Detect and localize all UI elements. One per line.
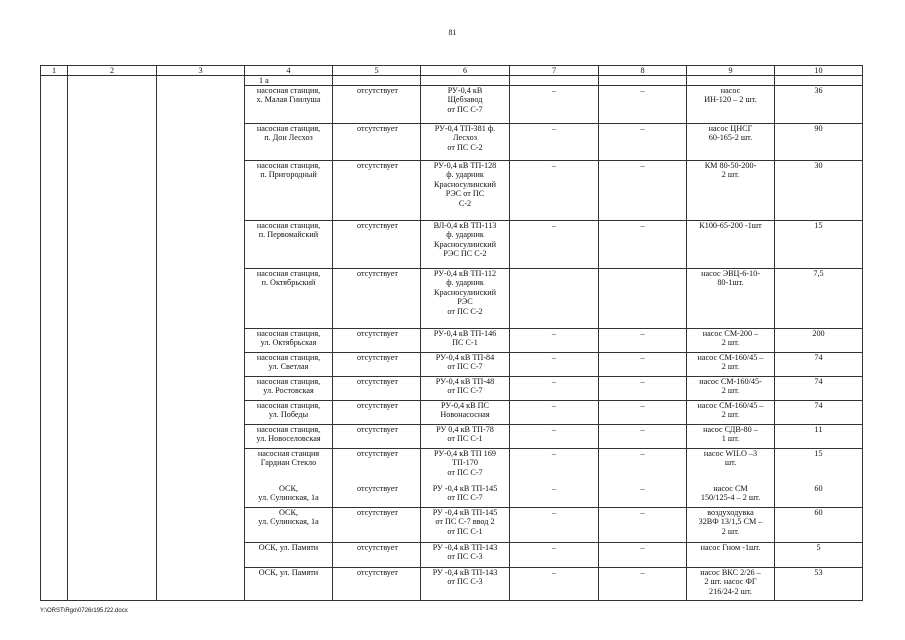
column-header-5: 5 — [333, 66, 421, 76]
capacity-value: 30 — [775, 161, 863, 221]
col8-value: – — [599, 401, 687, 425]
station-name: насосная станция, п. Первомайский — [245, 221, 333, 269]
power-source: РУ-0,4 кВ ТП 169 ТП-170 от ПС С-7 — [421, 449, 510, 485]
capacity-value: 5 — [775, 543, 863, 568]
capacity-value: 53 — [775, 568, 863, 601]
status-text: отсутствует — [333, 425, 421, 449]
pump-spec: насос Гном -1шт. — [687, 543, 775, 568]
station-name: насосная станция, п. Дон Лесхоз — [245, 124, 333, 161]
col7-value: – — [510, 377, 599, 401]
column-header-8: 8 — [599, 66, 687, 76]
pump-spec: насос СДВ-80 – 1 шт. — [687, 425, 775, 449]
capacity-value: 15 — [775, 221, 863, 269]
station-name: ОСК, ул. Памяти — [245, 568, 333, 601]
capacity-value: 60 — [775, 484, 863, 508]
status-text: отсутствует — [333, 449, 421, 485]
subheader-row — [41, 76, 863, 86]
station-name: насосная станция, п. Октябрьский — [245, 269, 333, 329]
col2-blank — [68, 76, 157, 601]
status-text: отсутствует — [333, 124, 421, 161]
col8-value: – — [599, 377, 687, 401]
col7-value: – — [510, 568, 599, 601]
status-text: отсутствует — [333, 568, 421, 601]
power-source: РУ-0,4 кВ ТП-84 от ПС С-7 — [421, 353, 510, 377]
station-name: насосная станция, ул. Ростовская — [245, 377, 333, 401]
power-source: РУ-0,4 кВ Щебзавод от ПС С-7 — [421, 86, 510, 124]
col1-blank — [41, 76, 68, 601]
col8-value: – — [599, 568, 687, 601]
pump-spec: насос СМ-160/45 – 2 шт. — [687, 353, 775, 377]
col8-value: – — [599, 484, 687, 508]
col8-value: – — [599, 124, 687, 161]
col7-value: – — [510, 161, 599, 221]
col8-value: – — [599, 543, 687, 568]
station-name: насосная станция, п. Пригородный — [245, 161, 333, 221]
station-name: насосная станция, ул. Октябрьская — [245, 329, 333, 353]
column-header-9: 9 — [687, 66, 775, 76]
status-text: отсутствует — [333, 543, 421, 568]
col8-value: – — [599, 161, 687, 221]
col7-value: – — [510, 543, 599, 568]
power-source: РУ -0,4 кВ ТП-145 от ПС С-7 — [421, 484, 510, 508]
col8-value: – — [599, 425, 687, 449]
column-header-6: 6 — [421, 66, 510, 76]
power-source: РУ-0,4 ТП-381 ф. Лесхоз от ПС С-2 — [421, 124, 510, 161]
col8-value: – — [599, 353, 687, 377]
power-source: РУ-0,4 кВ ТП-146 ПС С-1 — [421, 329, 510, 353]
status-text: отсутствует — [333, 353, 421, 377]
status-text: отсутствует — [333, 484, 421, 508]
capacity-value: 7,5 — [775, 269, 863, 329]
col8-value: – — [599, 86, 687, 124]
status-text: отсутствует — [333, 401, 421, 425]
pump-spec: насос СМ-160/45 – 2 шт. — [687, 401, 775, 425]
station-name: насосная станция, х. Малая Гнилуша — [245, 86, 333, 124]
pump-spec: насос ИН-120 – 2 шт. — [687, 86, 775, 124]
station-name: ОСК, ул. Сулинская, 1а — [245, 484, 333, 508]
pump-spec: КМ 80-50-200- 2 шт. — [687, 161, 775, 221]
col8-value: – — [599, 449, 687, 485]
pump-spec: насос СМ 150/125-4 – 2 шт. — [687, 484, 775, 508]
power-source: РУ-0,4 кВ ТП-112 ф. ударник Красносулинский РЭС от ПС С-2 — [421, 269, 510, 329]
col8-value — [599, 269, 687, 329]
pump-spec: насос ЭВЦ-6-10- 80-1шт. — [687, 269, 775, 329]
col3-blank — [157, 76, 245, 601]
col7-value: – — [510, 508, 599, 543]
pump-spec: насос ЦНСГ 60-165-2 шт. — [687, 124, 775, 161]
status-text: отсутствует — [333, 161, 421, 221]
status-text: отсутствует — [333, 86, 421, 124]
col7-value: – — [510, 329, 599, 353]
pump-spec: насос WILO –3 шт. — [687, 449, 775, 485]
power-source: РУ -0,4 кВ ТП-143 от ПС С-3 — [421, 568, 510, 601]
capacity-value: 74 — [775, 401, 863, 425]
station-name: насосная станция, ул. Победы — [245, 401, 333, 425]
capacity-value: 90 — [775, 124, 863, 161]
station-name: ОСК, ул. Памяти — [245, 543, 333, 568]
col7-value: – — [510, 449, 599, 485]
power-source: РУ -0,4 кВ ТП-143 от ПС С-3 — [421, 543, 510, 568]
column-header-3: 3 — [157, 66, 245, 76]
column-header-4: 4 — [245, 66, 333, 76]
col7-value: – — [510, 401, 599, 425]
capacity-value: 74 — [775, 377, 863, 401]
col8-value: – — [599, 221, 687, 269]
equipment-table — [40, 65, 863, 601]
subheader-cell: 1 а — [245, 76, 333, 86]
pump-spec: насос СМ-200 – 2 шт. — [687, 329, 775, 353]
footer-file-path: Y:\ORST\Rgo\0726r195.f22.docx — [40, 608, 128, 614]
status-text: отсутствует — [333, 377, 421, 401]
pump-spec: воздуходувка 32ВФ 13/1,5 СМ – 2 шт. — [687, 508, 775, 543]
column-header-7: 7 — [510, 66, 599, 76]
pump-spec: К100-65-200 -1шт — [687, 221, 775, 269]
col7-value: – — [510, 353, 599, 377]
column-header-10: 10 — [775, 66, 863, 76]
col8-value: – — [599, 329, 687, 353]
pump-spec: насос СМ-160/45- 2 шт. — [687, 377, 775, 401]
power-source: РУ 0,4 кВ ТП-78 от ПС С-1 — [421, 425, 510, 449]
station-name: насосная станция, ул. Новоселовская — [245, 425, 333, 449]
col7-value: – — [510, 124, 599, 161]
status-text: отсутствует — [333, 508, 421, 543]
status-text: отсутствует — [333, 269, 421, 329]
column-header-1: 1 — [41, 66, 68, 76]
col7-value: – — [510, 484, 599, 508]
col7-value: – — [510, 221, 599, 269]
power-source: ВЛ-0,4 кВ ТП-113 ф. ударник Красносулинский РЭС ПС С-2 — [421, 221, 510, 269]
col7-value — [510, 269, 599, 329]
station-name: ОСК, ул. Сулинская, 1а — [245, 508, 333, 543]
capacity-value: 11 — [775, 425, 863, 449]
power-source: РУ-0,4 кВ ТП-48 от ПС С-7 — [421, 377, 510, 401]
column-header-2: 2 — [68, 66, 157, 76]
power-source: РУ-0,4 кВ ТП-128 ф. ударник Красносулинский РЭС от ПС С-2 — [421, 161, 510, 221]
power-source: РУ-0,4 кВ ПС Новонасосная — [421, 401, 510, 425]
capacity-value: 36 — [775, 86, 863, 124]
header-row — [41, 66, 863, 76]
capacity-value: 74 — [775, 353, 863, 377]
station-name: насосная станция Гардиан Стекло — [245, 449, 333, 485]
page-number: 81 — [448, 28, 457, 37]
capacity-value: 15 — [775, 449, 863, 485]
power-source: РУ -0,4 кВ ТП-145 от ПС С-7 ввод 2 от ПС С-1 — [421, 508, 510, 543]
col7-value: – — [510, 86, 599, 124]
capacity-value: 60 — [775, 508, 863, 543]
station-name: насосная станция, ул. Светлая — [245, 353, 333, 377]
pump-spec: насос ВКС 2/26 – 2 шт. насос ФГ 216/24-2 шт. — [687, 568, 775, 601]
status-text: отсутствует — [333, 329, 421, 353]
status-text: отсутствует — [333, 221, 421, 269]
capacity-value: 200 — [775, 329, 863, 353]
col7-value: – — [510, 425, 599, 449]
col8-value: – — [599, 508, 687, 543]
